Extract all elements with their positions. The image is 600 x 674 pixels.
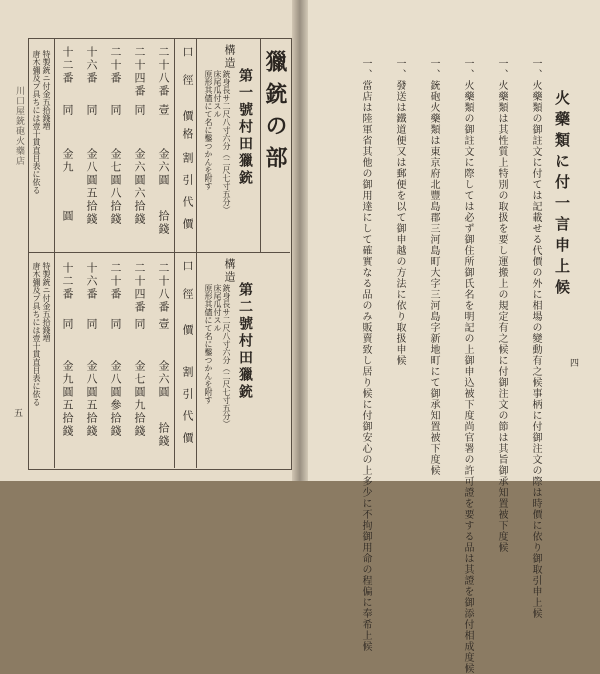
table-row-grade: 同: [85, 104, 98, 117]
table-row-item: 十二番: [61, 262, 74, 301]
table-row-sen: 拾錢: [157, 422, 170, 448]
table-row-grade: 同: [133, 104, 146, 117]
table-row-price: 金九圓五拾錢: [61, 360, 74, 438]
model-b-note: 唐木彌及プ具ちには壹十貫直目表に依る: [32, 262, 41, 406]
table-row-grade: 壹: [157, 104, 170, 117]
table-row-grade: 同: [85, 318, 98, 331]
table-row-grade: 同: [61, 104, 74, 117]
table-row-item: 二十番: [109, 262, 122, 301]
model-b-note: 特製銃ニ付金五拾錢増: [42, 262, 51, 342]
model-a-note: 特製銃ニ付金五拾錢増: [42, 50, 51, 130]
notice-paragraph: 一、火藥類の御註文に際しては必ず御住所御氏名を明記の上御申込被下度尚官署の許可證を要する品は其證を御添付相成度候: [462, 58, 473, 674]
table-row-price: 金六圓六拾錢: [133, 148, 146, 226]
model-b-heading: 第二號村田獵銃: [237, 282, 253, 401]
model-a-structure-label: 構造: [223, 44, 236, 70]
col-header-net: 引: [181, 174, 194, 187]
table-row-item: 二十四番: [133, 262, 146, 314]
title-rule: [260, 38, 261, 252]
col-header-net3: 價: [181, 218, 194, 231]
notice-paragraph: 一、火藥類の御註文に付ては記載せる代價の外に相場の變動有之候事柄に付御注文の際は時價に依り御取引申上候: [530, 58, 541, 619]
model-b-structure-line: 床尾瓜付スル: [213, 284, 222, 332]
table-rule: [174, 253, 175, 468]
table-row-sen: 圓: [61, 210, 74, 223]
table-row-price: 金六圓: [157, 148, 170, 187]
col-header-discount: 割: [181, 366, 194, 379]
table-row-price: 金六圓: [157, 360, 170, 399]
table-row-item: 二十八番: [157, 262, 170, 314]
notice-paragraph: 一、銃砲火藥類は東京府北豐島郡三河島町大字三河島字新地町にて御承知置被下度候: [428, 58, 439, 476]
table-rule: [174, 38, 175, 252]
col-header-net2: 代: [181, 410, 194, 423]
model-b-structure-line: 原形其儘にて名に鑿つかんを附す: [204, 284, 213, 404]
col-header-grade: 徑: [181, 288, 194, 301]
page-number-right: 四: [570, 359, 580, 369]
table-row-price: 金九: [61, 148, 74, 174]
notice-paragraph: 一、發送は鐵道便又は郵便を以て御申越の方法に依り取扱申候: [394, 58, 405, 366]
table-rule: [54, 253, 55, 468]
table-rule: [196, 253, 197, 468]
col-header-discount: 割: [181, 152, 194, 165]
page-title: 獵銃の部: [262, 50, 288, 178]
table-row-item: 二十四番: [133, 46, 146, 98]
model-b-structure-label: 構造: [223, 258, 236, 284]
table-row-price: 金七圓八拾錢: [109, 148, 122, 226]
book-gutter: [292, 0, 308, 481]
col-header-item: 口: [181, 46, 194, 59]
table-row-grade: 同: [61, 318, 74, 331]
table-row-grade: 同: [109, 318, 122, 331]
left-page: [0, 0, 300, 481]
table-row-grade: 壹: [157, 318, 170, 331]
table-row-price: 金八圓五拾錢: [85, 360, 98, 438]
right-page: [300, 0, 600, 674]
page-number-left: 五: [14, 409, 24, 419]
notice-title: 火藥類に付一言申上候: [553, 90, 571, 300]
model-a-structure-line: 原形其儘にて名に鑿つかんを附す: [204, 70, 213, 190]
table-row-item: 十二番: [61, 46, 74, 85]
model-a-note: 唐木彌及プ具ちには壹十貫直目表に依る: [32, 50, 41, 194]
section-divider: [28, 252, 290, 253]
table-rule: [196, 38, 197, 252]
table-row-price: 金七圓九拾錢: [133, 360, 146, 438]
col-header-price: 價: [181, 324, 194, 337]
table-row-price: 金八圓參拾錢: [109, 360, 122, 438]
col-header-net3: 價: [181, 432, 194, 445]
notice-paragraph: 一、火藥類は其性質上特別の取扱を要し運搬上の規定有之候に付御注文の節は其旨御承知置被下度候: [496, 58, 507, 553]
model-a-structure-line: 床尾瓜付スル: [213, 70, 222, 118]
col-header-net: 引: [181, 388, 194, 401]
col-header-grade: 徑: [181, 74, 194, 87]
col-header-price: 價: [181, 110, 194, 123]
model-a-heading: 第一號村田獵銃: [237, 68, 253, 187]
notice-paragraph: 一、當店は陸軍省其他の御用達にして確實なる品のみ販賣致し居り候に付御安心の上多少に不拘御用命の程偏に奉希上候: [360, 58, 371, 652]
col-header-item: 口: [181, 260, 194, 273]
table-rule: [54, 38, 55, 252]
table-row-item: 十六番: [85, 46, 98, 85]
table-row-item: 十六番: [85, 262, 98, 301]
table-row-grade: 同: [133, 318, 146, 331]
model-a-structure-line: 銃身長サ二尺八寸六分（二尺七寸五分）: [222, 70, 231, 214]
table-row-grade: 同: [109, 104, 122, 117]
table-row-sen: 拾錢: [157, 210, 170, 236]
table-row-item: 二十八番: [157, 46, 170, 98]
table-row-price: 金八圓五拾錢: [85, 148, 98, 226]
table-row-item: 二十番: [109, 46, 122, 85]
col-header-net2: 代: [181, 196, 194, 209]
model-b-structure-line: 銃身長サ二尺八寸六分（二尺七寸五分）: [222, 284, 231, 428]
running-head: 川口屋銃砲火藥店: [14, 86, 24, 166]
col-header-price2: 格: [181, 128, 194, 141]
